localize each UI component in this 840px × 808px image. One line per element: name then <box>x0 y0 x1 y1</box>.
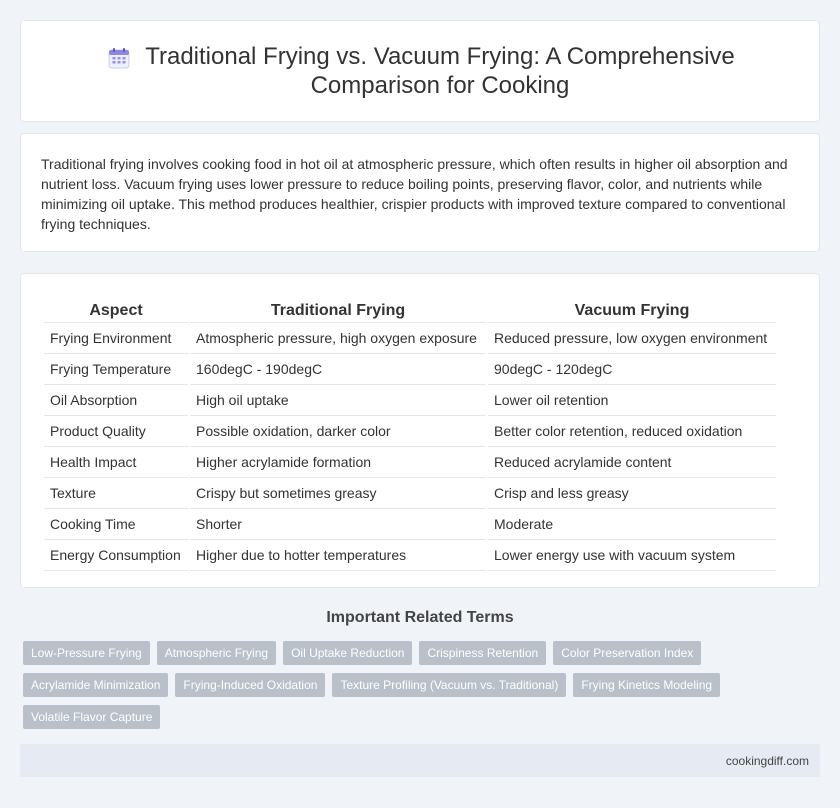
intro-card <box>20 133 820 252</box>
table-cell: Reduced acrylamide content <box>488 447 776 478</box>
table-cell: Oil Absorption <box>44 385 188 416</box>
table-row <box>44 354 776 385</box>
table-cell: Cooking Time <box>44 509 188 540</box>
table-cell: Lower oil retention <box>488 385 776 416</box>
column-header-traditional: Traditional Frying <box>190 295 486 323</box>
comparison-table-card <box>20 273 820 588</box>
term-tag[interactable]: Color Preservation Index <box>553 641 701 665</box>
table-cell: Possible oxidation, darker color <box>190 416 486 447</box>
column-header-vacuum: Vacuum Frying <box>488 295 776 323</box>
table-cell: Product Quality <box>44 416 188 447</box>
table-row <box>44 509 776 540</box>
table-cell: Better color retention, reduced oxidation <box>488 416 776 447</box>
term-tag[interactable]: Atmospheric Frying <box>157 641 276 665</box>
table-cell: Higher acrylamide formation <box>190 447 486 478</box>
table-row <box>44 416 776 447</box>
footer-bar <box>20 744 820 777</box>
table-cell: Frying Environment <box>44 323 188 354</box>
table-cell: Atmospheric pressure, high oxygen exposure <box>190 323 486 354</box>
table-cell: Moderate <box>488 509 776 540</box>
table-cell: Reduced pressure, low oxygen environment <box>488 323 776 354</box>
table-cell: Texture <box>44 478 188 509</box>
table-cell: Crispy but sometimes greasy <box>190 478 486 509</box>
term-tag[interactable]: Frying-Induced Oxidation <box>175 673 325 697</box>
term-tag[interactable]: Low-Pressure Frying <box>23 641 150 665</box>
table-row <box>44 540 776 571</box>
comparison-table <box>42 295 778 571</box>
table-cell: Higher due to hotter temperatures <box>190 540 486 571</box>
term-tag[interactable]: Crispiness Retention <box>419 641 546 665</box>
term-tag[interactable]: Volatile Flavor Capture <box>23 705 160 729</box>
table-cell: High oil uptake <box>190 385 486 416</box>
term-tag[interactable]: Acrylamide Minimization <box>23 673 168 697</box>
term-tag[interactable]: Frying Kinetics Modeling <box>573 673 720 697</box>
table-cell: 160degC - 190degC <box>190 354 486 385</box>
intro-paragraph: Traditional frying involves cooking food in hot oil at atmospheric pressure, which often results in higher oil absorption and nutrient loss. Vacuum frying uses lower pressure to reduce boiling points, preserving flavor, color, and nutrients while minimizing oil uptake. This method produces healthier, crispier products with improved texture compared to conventional frying techniques. <box>41 156 788 232</box>
related-terms-heading: Important Related Terms <box>326 609 514 626</box>
table-cell: Shorter <box>190 509 486 540</box>
table-row <box>44 478 776 509</box>
table-row <box>44 447 776 478</box>
table-cell: Energy Consumption <box>44 540 188 571</box>
column-header-aspect: Aspect <box>44 295 188 323</box>
term-tag[interactable]: Texture Profiling (Vacuum vs. Traditional) <box>332 673 566 697</box>
footer-site-link[interactable]: cookingdiff.com <box>725 753 809 768</box>
table-cell: Crisp and less greasy <box>488 478 776 509</box>
table-row <box>44 385 776 416</box>
table-header-row <box>44 295 776 323</box>
table-row <box>44 323 776 354</box>
header-card <box>20 20 820 122</box>
page-title: Traditional Frying vs. Vacuum Frying: A Comprehensive Comparison for Cooking <box>145 43 735 99</box>
table-cell: Lower energy use with vacuum system <box>488 540 776 571</box>
table-cell: Health Impact <box>44 447 188 478</box>
related-terms-list <box>23 641 783 729</box>
table-cell: 90degC - 120degC <box>488 354 776 385</box>
term-tag[interactable]: Oil Uptake Reduction <box>283 641 412 665</box>
table-cell: Frying Temperature <box>44 354 188 385</box>
